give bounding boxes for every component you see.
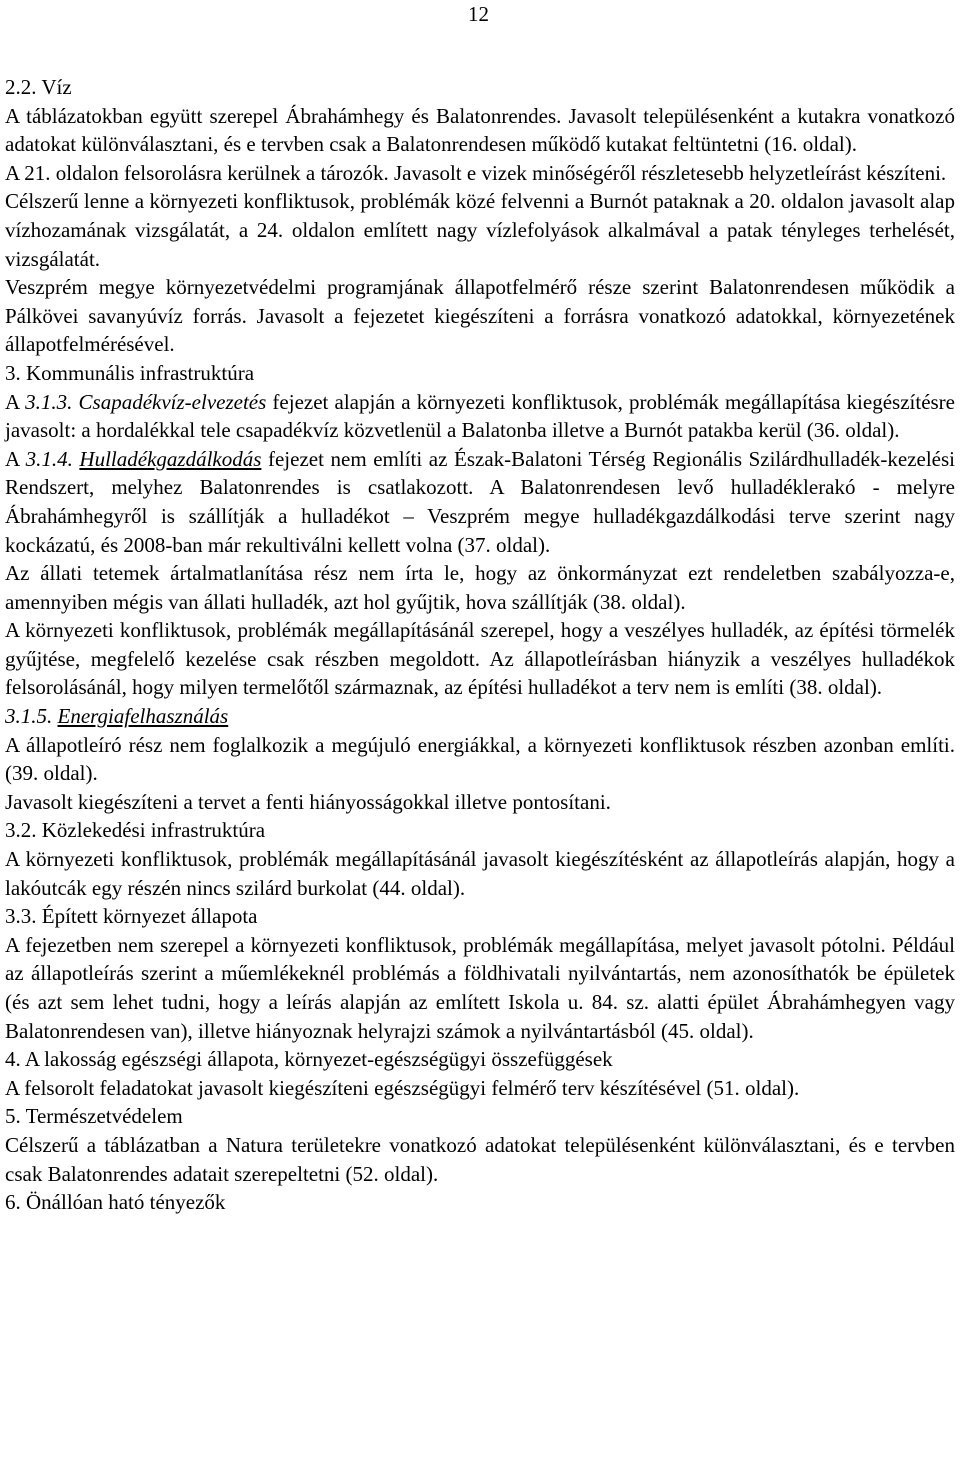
section-heading-nature: 5. Természetvédelem — [5, 1104, 183, 1129]
paragraph: A környezeti konfliktusok, problémák megállapításánál javasolt kiegészítésként az állapotleírás alapján, hogy a lakóutcák egy részén nincs szilárd burkolat (44. oldal). — [5, 847, 955, 900]
document-body — [5, 73, 955, 1217]
subsection-number: 3.1.5. — [5, 704, 53, 729]
paragraph — [5, 388, 955, 445]
page-number: 12 — [468, 2, 489, 26]
chapter-reference-number: 3.1.4. — [25, 446, 73, 471]
paragraph: A 21. oldalon felsorolásra kerülnek a tározók. Javasolt e vizek minőségéről részletesebb helyzetleírást készíteni. — [5, 160, 947, 185]
paragraph: Az állati tetemek ártalmatlanítása rész nem írta le, hogy az önkormányzat ezt rendeletben szabályozza-e, amennyiben mégis van állati hulladék, azt hol gyűjtik, hova szállítják (38. oldal). — [5, 561, 955, 614]
text: fejezet nem említi az Észak-Balatoni Térség Regionális Szilárdhulladék-kezelési Rendszert, melyhez Balatonrendes is csatlakozott. A Balatonrendesen levő hulladéklerakó - melyre Ábrahámhegyről is szállítják a hulladékot – Veszprém megye hulladékgazdálkodási terve szerint nagy kockázatú, és 2008-ban már rekultiválni kellett volna (37. oldal). — [5, 446, 956, 557]
subsection-title: Energiafelhasználás — [57, 704, 229, 729]
paragraph: Javasolt kiegészíteni a tervet a fenti hiányosságokkal illetve pontosítani. — [5, 789, 611, 814]
paragraph: Veszprém megye környezetvédelmi programjának állapotfelmérő része szerint Balatonrendesen működik a Pálkövei savanyúvíz forrás. Javasolt a fejezetet kiegészíteni a forrásra vonatkozó adatokkal, környezetének állapotfelmérésével. — [5, 275, 955, 357]
chapter-reference: 3.1.3. Csapadékvíz-elvezetés — [25, 389, 267, 414]
paragraph: A táblázatokban együtt szerepel Ábrahámhegy és Balatonrendes. Javasolt településenként a kutakra vonatkozó adatokat különválasztani, és e tervben csak a Balatonrendesen működő kutakat feltüntetni (16. oldal). — [5, 103, 955, 157]
chapter-reference-title: Hulladékgazdálkodás — [79, 446, 262, 471]
paragraph: Célszerű lenne a környezeti konfliktusok, problémák közé felvenni a Burnót pataknak a 20. oldalon javasolt alap vízhozamának vizsgálatát, a 24. oldalon említett nagy vízlefolyások alkalmával a patak tényleges terhelését, vizsgálatát. — [5, 189, 955, 271]
section-heading-built-environment: 3.3. Épített környezet állapota — [5, 904, 258, 929]
text: A — [5, 389, 26, 414]
subsection-heading-energy — [5, 702, 955, 731]
paragraph: A fejezetben nem szerepel a környezeti konfliktusok, problémák megállapítása, melyet javasolt pótolni. Például az állapotleírás szerint a műemlékeknél problémás a földhivatali nyilvántartás, nem azonosíthatók be épületek (és azt sem lehet tudni, hogy a leírás alapján az említett Iskola u. 84. sz. alatti épület Ábrahámhegyen vagy Balatonrendesen van), illetve hiányoznak helyrajzi számok a nyilvántartásból (45. oldal). — [5, 932, 955, 1043]
section-heading-transport: 3.2. Közlekedési infrastruktúra — [5, 818, 266, 843]
paragraph: Célszerű a táblázatban a Natura területekre vonatkozó adatokat településenként különválasztani, és e tervben csak Balatonrendes adatait szerepeltetni (52. oldal). — [5, 1132, 955, 1186]
paragraph: A felsorolt feladatokat javasolt kiegészíteni egészségügyi felmérő terv készítésével (51. oldal). — [5, 1075, 800, 1100]
paragraph: A állapotleíró rész nem foglalkozik a megújuló energiákkal, a környezeti konfliktusok részben azonban említi. (39. oldal). — [5, 732, 955, 786]
paragraph — [5, 445, 955, 559]
section-heading-communal: 3. Kommunális infrastruktúra — [5, 360, 255, 385]
section-heading-water: 2.2. Víz — [5, 75, 72, 99]
section-heading-independent-factors: 6. Önállóan ható tényezők — [5, 1190, 226, 1215]
text: A — [5, 446, 26, 471]
section-heading-health: 4. A lakosság egészségi állapota, környezet-egészségügyi összefüggések — [5, 1047, 613, 1072]
text: fejezet alapján a környezeti konfliktusok, problémák megállapítása kiegészítésre javasolt: a hordalékkal tele csapadékvíz közvetlenül a Balatonba illetve a Burnót patakba kerül (36. oldal). — [5, 389, 955, 443]
paragraph: A környezeti konfliktusok, problémák megállapításánál szerepel, hogy a veszélyes hulladék, az építési törmelék gyűjtése, megfelelő kezelése csak részben megoldott. Az állapotleírásban hiányzik a veszélyes hulladékok felsorolásánál, hogy milyen termelőtől származnak, az építési hulladékot a terv nem is említi (38. oldal). — [5, 618, 955, 700]
